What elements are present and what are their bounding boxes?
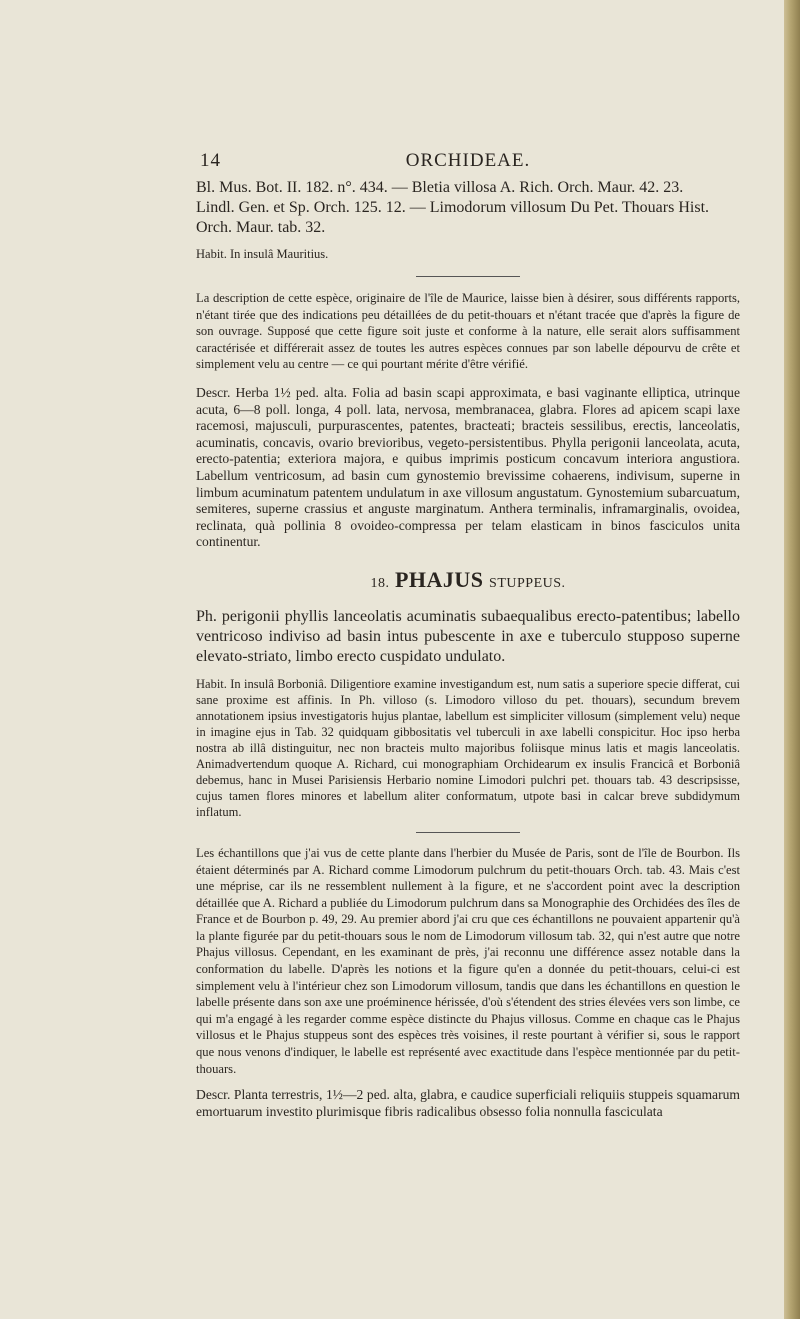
- habitat-paragraph: Habit. In insulâ Mauritius.: [196, 247, 329, 261]
- section-number: 18.: [370, 575, 390, 591]
- reference-line: Orch. Maur. tab. 32.: [196, 219, 326, 236]
- divider: [416, 276, 520, 277]
- habitat-paragraph: Habit. In insulâ Borboniâ. Diligentiore examine investigandum est, num satis a superiore specie differat, cui sane proxime est affinis. In Ph. villoso (s. Limodoro villoso du pet. thouars), secundum brevem annotationem ipsius investigatoris hujus plantae, labellum est simpliciter villosum (simplement velu) neque in imagine ejus in Tab. 32 quidquam gibbositatis vel tuberculi in axe labelli conspicitur. Hoc ipso herba nostra ab illâ distinguitur, nec non bracteis multo majoribus foliisque minus latis et magis lanceolatis. Animadvertendum quoque A. Richard, cui monographiam Orchidearum ex insulis Francicâ et Borboniâ debemus, hanc in Musei Parisiensis Herbario nomine Limodori pulchri pet. thouars tab. 43 descripsisse, cujus tamen flores minores et labellum aliter conformatum, utpote basi in calcar breve subdidymum inflatum.: [196, 676, 740, 819]
- page-number: 14: [200, 150, 221, 171]
- species-name: STUPPEUS.: [489, 575, 566, 591]
- references: [196, 178, 740, 238]
- divider: [416, 832, 520, 833]
- page: [196, 150, 740, 1120]
- page-header: [196, 150, 740, 174]
- french-paragraph: La description de cette espèce, originaire de l'île de Maurice, laisse bien à désirer, sous différents rapports, n'étant tirée que des indications peu détaillées de du petit-thouars et n'étant tracée que d'après la figure de son ouvrage. Supposé que cette figure soit juste et conforme à la nature, elle serait alors suffisamment caractérisée et différerait assez de toutes les autres espèces connues par son labelle dépourvu de crête et simplement velu au centre — ce qui pourtant mérite d'être vérifié.: [196, 291, 740, 372]
- genus-name: PHAJUS: [394, 566, 484, 592]
- section-heading: [196, 567, 740, 593]
- reference-line: Lindl. Gen. et Sp. Orch. 125. 12. — Limodorum villosum Du Pet. Thouars Hist.: [196, 199, 710, 216]
- description-paragraph: Descr. Planta terrestris, 1½—2 ped. alta, glabra, e caudice superficiali reliquiis stuppeis squamarum emortuarum investito plurimisque fibris radicalibus obsesso folia nonnulla fasciculata: [196, 1087, 740, 1119]
- french-paragraph: Les échantillons que j'ai vus de cette plante dans l'herbier du Musée de Paris, sont de l'île de Bourbon. Ils étaient déterminés par A. Richard comme Limodorum pulchrum du petit-thouars Orch. tab. 43. Mais c'est une méprise, car ils ne ressemblent nullement à la figure, et ne s'accordent point avec la description détaillée que A. Richard a publiée du Limodorum pulchrum dans sa Monographie des Orchidées des îles de France et de Bourbon p. 49, 29. Au premier abord j'ai cru que ces échantillons ne pouvaient appartenir qu'à la plante figurée par du petit-thouars sous le nom de Limodorum villosum tab. 32, qui n'est autre que notre Phajus villosus. Cependant, en les examinant de près, j'ai reconnu une différence assez notable dans la conformation du labelle. D'après les notions et la figure qu'en a donnée du petit-thouars, celui-ci est simplement velu à l'intérieur chez son Limodorum villosum, tandis que dans les échantillons en question le labelle présente dans son axe une proéminence hérissée, d'où s'étendent des stries élevées vers son limbe, ce qui m'a engagé à les regarder comme espèce distincte du Phajus villosus. Comme en chaque cas le Phajus villosus et le Phajus stuppeus sont des espèces très voisines, il reste pourtant à vérifier si, sous le rapport que nous venons d'indiquer, le labelle est représenté avec exactitude dans l'espèce mentionnée par du petit-thouars.: [196, 845, 740, 1076]
- running-title: ORCHIDEAE.: [405, 150, 531, 171]
- reference-line: Bl. Mus. Bot. II. 182. n°. 434. — Bletia villosa A. Rich. Orch. Maur. 42. 23.: [196, 179, 684, 196]
- diagnosis-paragraph: Ph. perigonii phyllis lanceolatis acuminatis subaequalibus erecto-patentibus; labello ventricoso indiviso ad basin intus pubescente in axe e tuberculo stupposo superne elevato-striato, limbo erecto cuspidato undulato.: [196, 607, 740, 665]
- description-paragraph: Descr. Herba 1½ ped. alta. Folia ad basin scapi approximata, e basi vaginante elliptica, utrinque acuta, 6—8 poll. longa, 4 poll. lata, nervosa, membranacea, glabra. Flores ad apicem scapi laxe racemosi, majusculi, purpurascentes, patentes, bracteati; bracteis sessilibus, erectis, lanceolatis, acuminatis, concavis, ovario brevioribus, vegeto-persistentibus. Phylla perigonii lanceolata, acuta, erecto-patentia; exteriora majora, e quibus imprimis posticum concavum interiora angustiora. Labellum ventricosum, ad basin cum gynostemio brevissime cohaerens, indivisum, superne in limbum acuminatum patentem undulatum in axe villosum angustatum. Gynostemium subarcuatum, semiteres, superne crassius et anguste marginatum. Anthera terminalis, inframarginalis, ovoidea, reclinata, quà pollinia 8 ovoideo-compressa per telam elasticam in binos fasciculos unita continentur.: [196, 384, 740, 550]
- page-edge: [784, 0, 800, 1319]
